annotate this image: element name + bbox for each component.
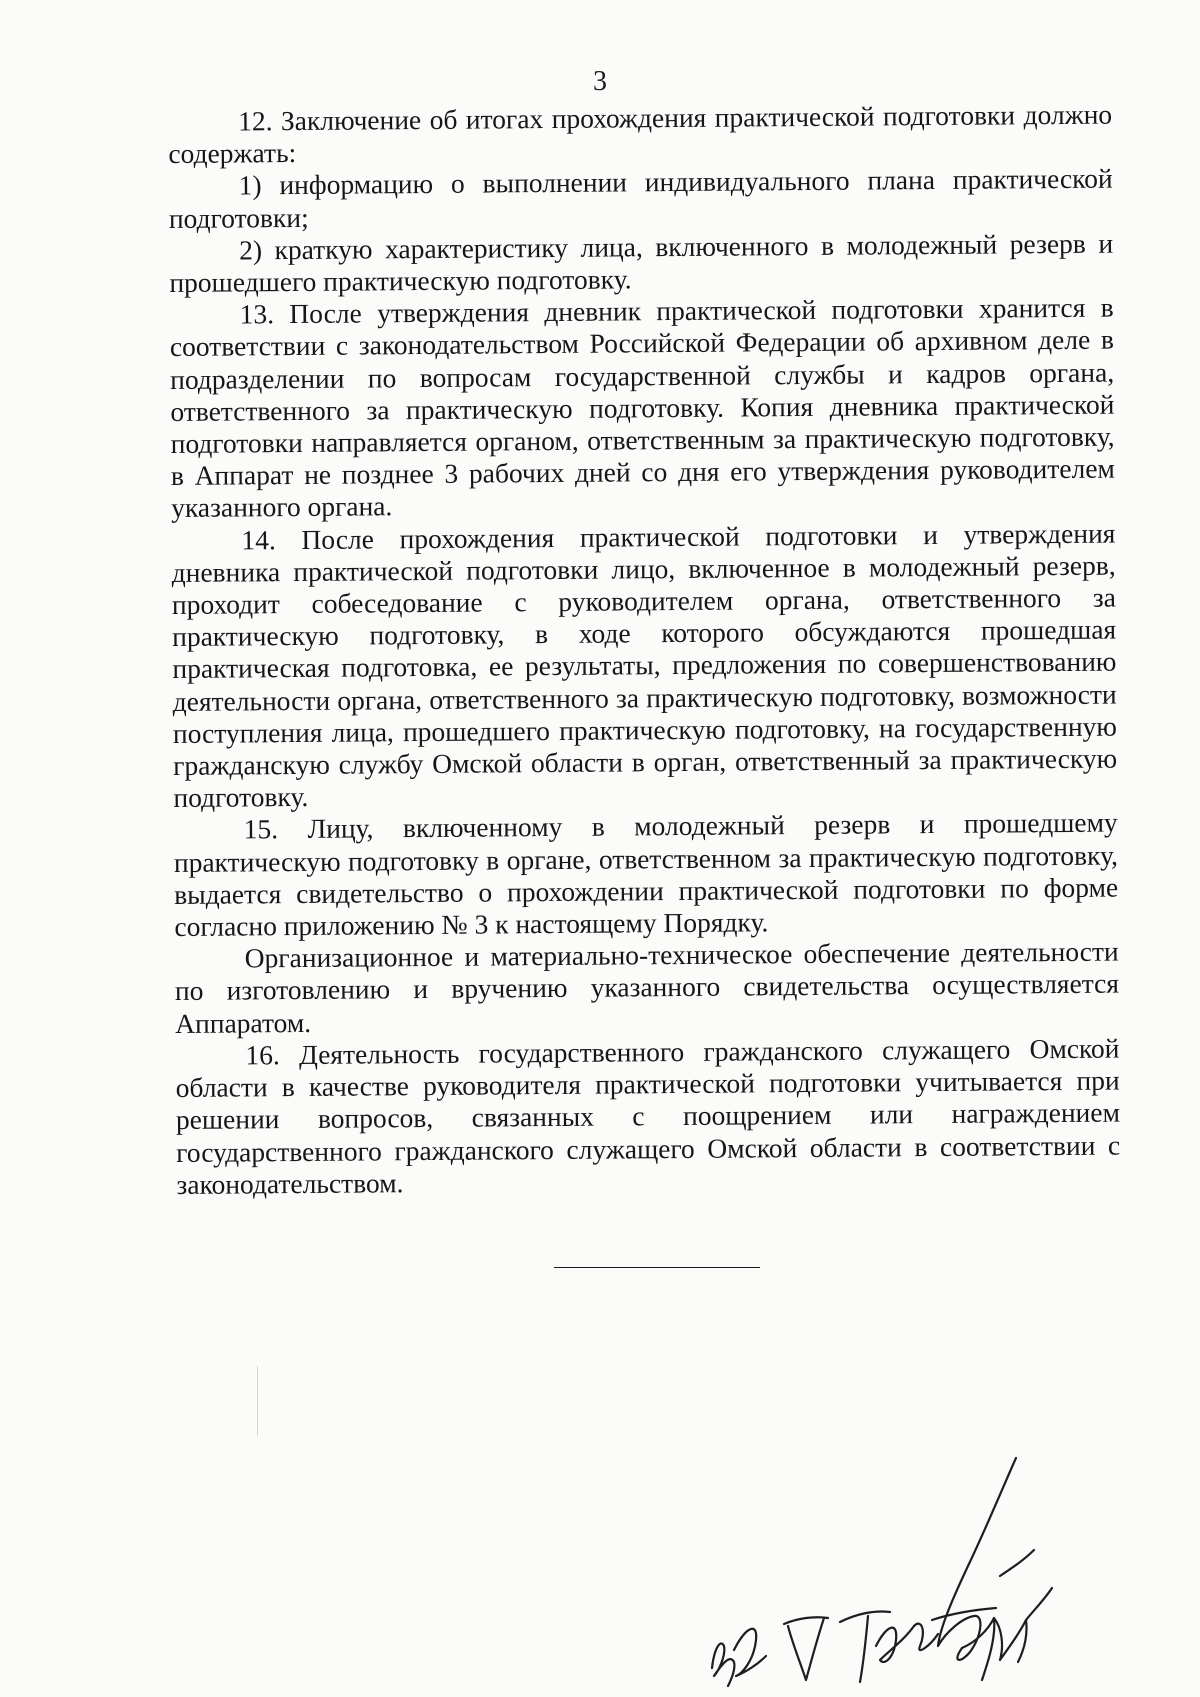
handwritten-signature-icon [700,1450,1130,1690]
paragraph-16: 16. Деятельность государственного гражданского служащего Омской области в качестве руководителя практической подготовки учитывается при решении вопросов, связанных с поощрением или награждением государственного гражданского служащего Омской области в соответствии с законодательством. [175,1032,1121,1200]
page-number: 3 [593,66,607,97]
paragraph-13: 13. После утверждения дневник практической подготовки хранится в соответствии с законодательством Российской Федерации об архивном деле в подразделении по вопросам государственной службы и кадров органа, ответственного за практическую подготовку. Копия дневника практической подготовки направляется органом, ответственным за практическую подготовку, в Аппарат не позднее 3 рабочих дней со дня его утверждения руководителем указанного органа. [169,291,1115,524]
paragraph-14: 14. После прохождения практической подготовки и утверждения дневника практической подготовки лицо, включенное в молодежный резерв, проходит собеседование с руководителем органа, ответственного за практическую подготовку, в ходе которого обсуждаются прошедшая практическая подготовка, ее результаты, предложения по совершенствованию деятельности органа, ответственного за практическую подготовку, возможности поступления лица, прошедшего практическую подготовку, на государственную гражданскую службу Омской области в орган, ответственный за практическую подготовку. [171,517,1118,814]
paragraph-12-item-2: 2) краткую характеристику лица, включенного в молодежный резерв и прошедшего практическую подготовку. [169,227,1114,299]
paragraph-12-item-1: 1) информацию о выполнении индивидуального плана практической подготовки; [168,162,1113,234]
end-of-text-divider [554,1267,760,1268]
paragraph-15: 15. Лицу, включенному в молодежный резерв и прошедшему практическую подготовку в органе, ответственном за практическую подготовку, выдается свидетельство о прохождении практической подготовки по форме согласно приложению № 3 к настоящему Порядку. [173,807,1119,943]
paragraph-15-continued: Организационное и материально-техническое обеспечение деятельности по изготовлению и вручению указанного свидетельства осуществляется Аппаратом. [174,935,1120,1039]
scan-artifact [257,1366,258,1436]
paragraph-12: 12. Заключение об итогах прохождения практической подготовки должно содержать: [168,98,1113,170]
document-body [168,99,1121,1201]
